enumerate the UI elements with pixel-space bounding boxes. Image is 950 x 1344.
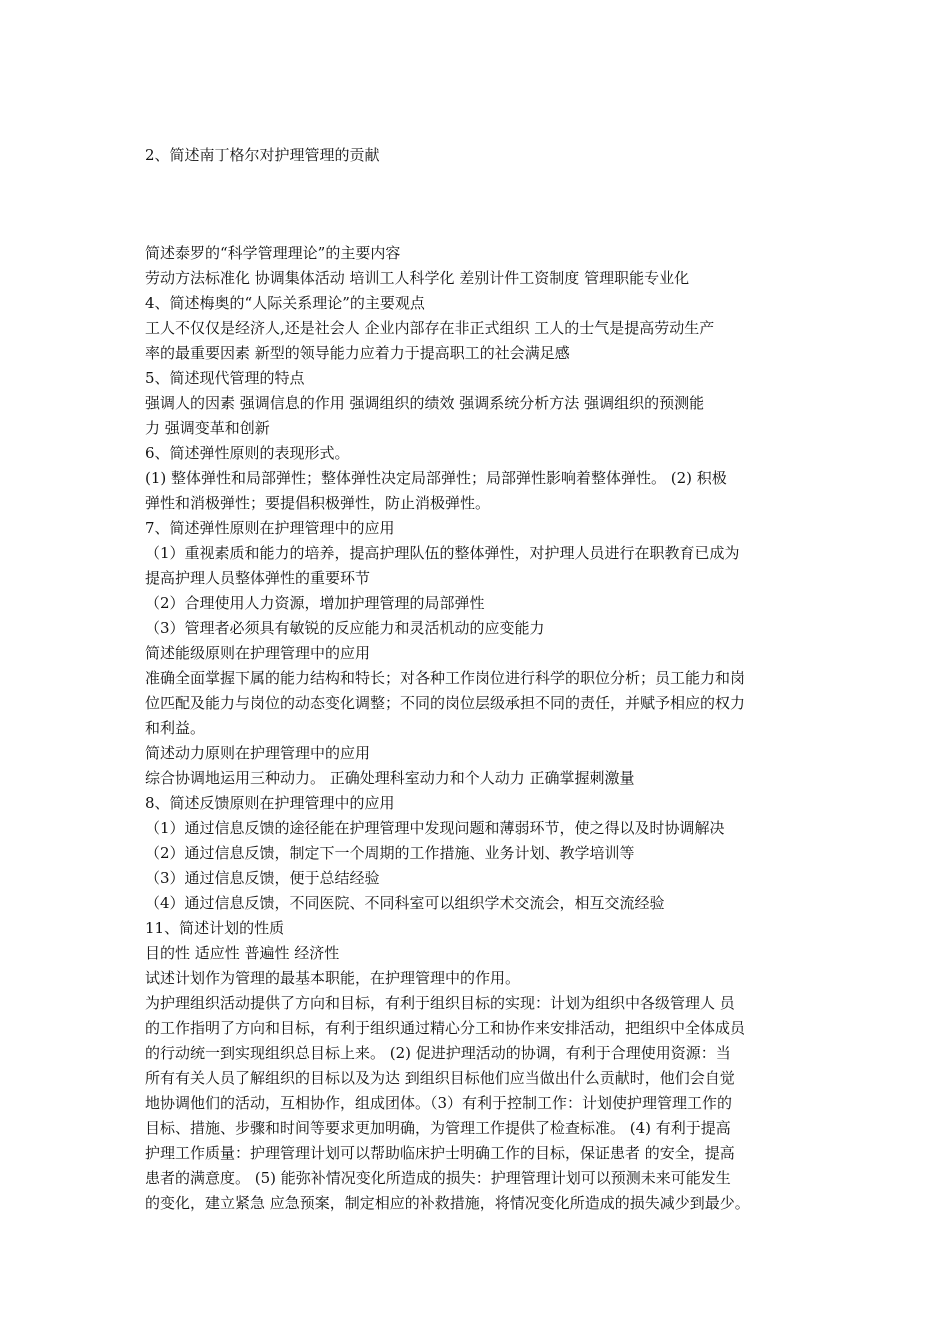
paragraph-line: 和利益。: [145, 719, 206, 737]
paragraph-line: 所有有关人员了解组织的目标以及为达 到组织目标他们应当做出什么贡献时，他们会自觉: [145, 1069, 735, 1087]
list-item: （1）通过信息反馈的途径能在护理管理中发现问题和薄弱环节，使之得以及时协调解决: [145, 819, 725, 837]
list-item: （3）通过信息反馈，便于总结经验: [145, 869, 380, 887]
paragraph-line: 护理工作质量：护理管理计划可以帮助临床护士明确工作的目标，保证患者 的安全，提高: [145, 1144, 735, 1162]
paragraph-line: 率的最重要因素 新型的领导能力应着力于提高职工的社会满足感: [145, 344, 570, 362]
paragraph-line: 地协调他们的活动，互相协作，组成团体。（3）有利于控制工作：计划使护理管理工作的: [145, 1094, 733, 1112]
paragraph-line: 力 强调变革和创新: [145, 419, 270, 437]
heading-modern-management: 5、简述现代管理的特点: [145, 369, 305, 387]
heading-plan-function: 试述计划作为管理的最基本职能，在护理管理中的作用。: [145, 969, 521, 987]
list-item: （1）重视素质和能力的培养，提高护理队伍的整体弹性，对护理人员进行在职教育已成为: [145, 544, 740, 562]
heading-elasticity-forms: 6、简述弹性原则的表现形式。: [145, 444, 350, 462]
heading-feedback-principle: 8、简述反馈原则在护理管理中的应用: [145, 794, 395, 812]
paragraph-line: 弹性和消极弹性；要提倡积极弹性，防止消极弹性。: [145, 494, 491, 512]
heading-taylor-theory: 简述泰罗的“科学管理理论”的主要内容: [145, 244, 401, 262]
paragraph-line: 的工作指明了方向和目标，有利于组织通过精心分工和协作来安排活动，把组织中全体成员: [145, 1019, 746, 1037]
paragraph-line: 的变化，建立紧急 应急预案，制定相应的补救措施，将情况变化所造成的损失减少到最少。: [145, 1194, 750, 1212]
list-item-continuation: 提高护理人员整体弹性的重要环节: [145, 569, 371, 587]
paragraph-line: 强调人的因素 强调信息的作用 强调组织的绩效 强调系统分析方法 强调组织的预测能: [145, 394, 705, 412]
list-item: （2）通过信息反馈，制定下一个周期的工作措施、业务计划、教学培训等: [145, 844, 635, 862]
paragraph-line: 目标、措施、步骤和时间等要求更加明确，为管理工作提供了检查标准。 (4) 有利于提高: [145, 1119, 731, 1137]
paragraph-line: 的行动统一到实现组织总目标上来。 (2) 促进护理活动的协调，有利于合理使用资源：当: [145, 1044, 731, 1062]
paragraph-line: 准确全面掌握下属的能力结构和特长；对各种工作岗位进行科学的职位分析；员工能力和岗: [145, 669, 746, 687]
paragraph-line: 目的性 适应性 普遍性 经济性: [145, 944, 340, 962]
heading-mayo-theory: 4、简述梅奥的“人际关系理论”的主要观点: [145, 294, 425, 312]
heading-nightingale-contribution: 2、简述南丁格尔对护理管理的贡献: [145, 146, 380, 164]
heading-dynamic-principle: 简述动力原则在护理管理中的应用: [145, 744, 371, 762]
list-item: （3）管理者必须具有敏锐的反应能力和灵活机动的应变能力: [145, 619, 545, 637]
paragraph-line: 位匹配及能力与岗位的动态变化调整；不同的岗位层级承担不同的责任，并赋予相应的权力: [145, 694, 746, 712]
list-item: （2）合理使用人力资源，增加护理管理的局部弹性: [145, 594, 485, 612]
heading-plan-nature: 11、简述计划的性质: [145, 919, 285, 937]
paragraph-line: 劳动方法标准化 协调集体活动 培训工人科学化 差别计件工资制度 管理职能专业化: [145, 269, 690, 287]
heading-elasticity-application: 7、简述弹性原则在护理管理中的应用: [145, 519, 395, 537]
heading-energy-level-principle: 简述能级原则在护理管理中的应用: [145, 644, 371, 662]
list-item: （4）通过信息反馈，不同医院、不同科室可以组织学术交流会，相互交流经验: [145, 894, 665, 912]
paragraph-line: 工人不仅仅是经济人,还是社会人 企业内部存在非正式组织 工人的士气是提高劳动生产: [145, 319, 715, 337]
paragraph-line: (1) 整体弹性和局部弹性；整体弹性决定局部弹性；局部弹性影响着整体弹性。 (2) 积极: [145, 469, 727, 487]
paragraph-line: 患者的满意度。 (5) 能弥补情况变化所造成的损失：护理管理计划可以预测未来可能发生: [145, 1169, 731, 1187]
paragraph-line: 综合协调地运用三种动力。 正确处理科室动力和个人动力 正确掌握刺激量: [145, 769, 635, 787]
paragraph-line: 为护理组织活动提供了方向和目标，有利于组织目标的实现：计划为组织中各级管理人 员: [145, 994, 735, 1012]
